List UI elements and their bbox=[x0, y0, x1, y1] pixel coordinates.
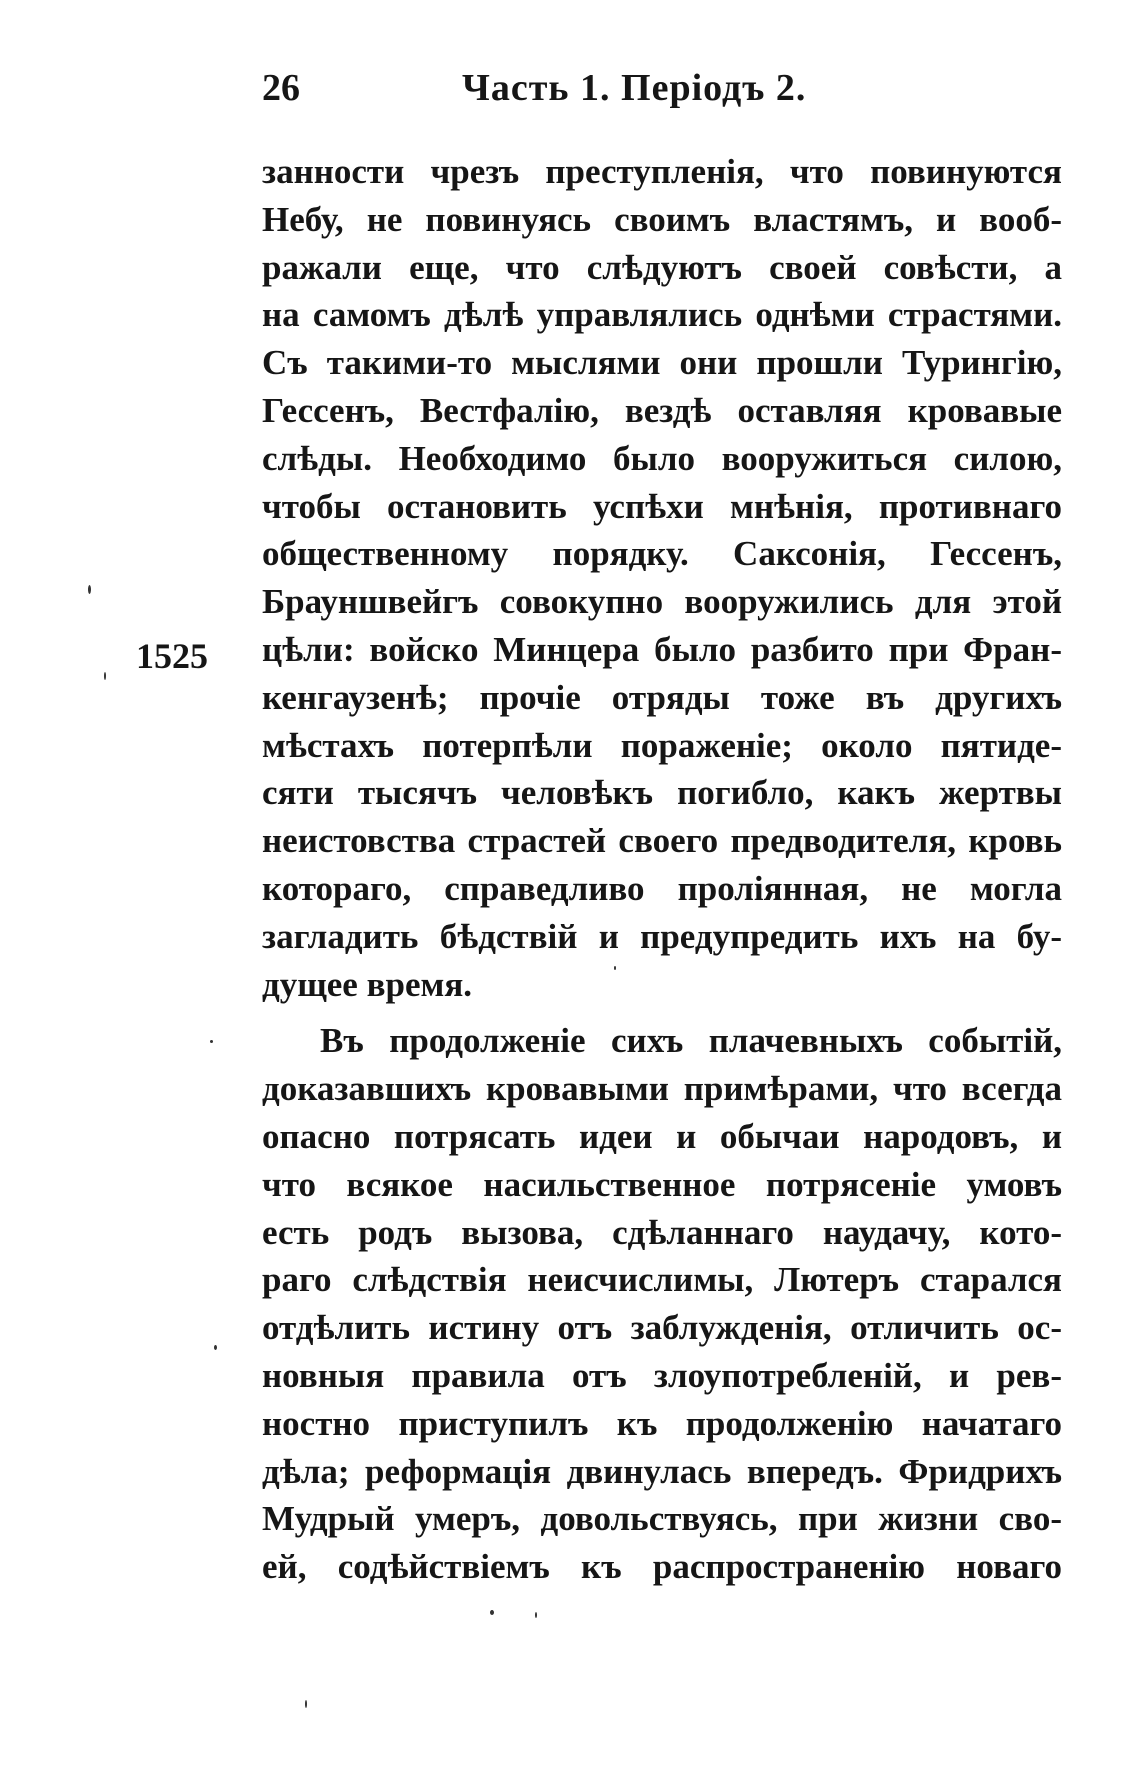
scan-speck bbox=[490, 1610, 494, 1615]
text-line: занности чрезъ преступленія, что повинуются bbox=[262, 152, 1062, 191]
text-line: опасно потрясать идеи и обычаи народовъ, и bbox=[262, 1116, 1062, 1156]
text-line: Въ продолженіе сихъ плачевныхъ событій, bbox=[320, 1021, 1062, 1061]
text-line: раго слѣдствія неисчислимы, Лютеръ старался bbox=[262, 1260, 1062, 1300]
text-line: неистовства страстей своего предводителя, кровь bbox=[262, 821, 1062, 861]
scan-speck bbox=[305, 1700, 307, 1708]
page-number: 26 bbox=[262, 67, 300, 109]
text-line: сяти тысячъ человѣкъ погибло, какъ жертвы bbox=[262, 773, 1062, 813]
running-title: Часть 1. Періодъ 2. bbox=[462, 67, 807, 109]
margin-year-note: 1525 bbox=[136, 636, 208, 676]
text-line: загладить бѣдствій и предупредить ихъ на бу- bbox=[262, 916, 1062, 956]
text-line: отдѣлить истину отъ заблужденія, отличить ос- bbox=[262, 1308, 1062, 1348]
scan-speck bbox=[214, 1345, 217, 1350]
paragraph-1 bbox=[262, 148, 1062, 1008]
text-line: Гессенъ, Вестфалію, вездѣ оставляя кровавые bbox=[262, 390, 1062, 430]
text-line: чтобы остановить успѣхи мнѣнія, противнаго bbox=[262, 486, 1062, 526]
text-line: котораго, справедливо проліянная, не могла bbox=[262, 868, 1062, 908]
body-text bbox=[262, 148, 1062, 1591]
scan-speck bbox=[614, 966, 616, 970]
text-line: Съ такими-то мыслями они прошли Турингію, bbox=[262, 343, 1062, 383]
text-line: Небу, не повинуясь своимъ властямъ, и вооб- bbox=[262, 199, 1062, 239]
text-line: ражали еще, что слѣдуютъ своей совѣсти, а bbox=[262, 247, 1062, 287]
text-line: Мудрый умеръ, довольствуясь, при жизни сво- bbox=[262, 1499, 1062, 1539]
text-line: есть родъ вызова, сдѣланнаго наудачу, кото- bbox=[262, 1212, 1062, 1252]
text-line: мѣстахъ потерпѣли пораженіе; около пятиде- bbox=[262, 725, 1062, 765]
text-line: дущее время. bbox=[262, 964, 472, 1004]
text-line: новныя правила отъ злоупотребленій, и рев- bbox=[262, 1355, 1062, 1395]
text-line: что всякое насильственное потрясеніе умовъ bbox=[262, 1164, 1062, 1204]
scan-speck bbox=[88, 585, 91, 594]
scan-speck bbox=[104, 672, 106, 680]
text-line: доказавшихъ кровавыми примѣрами, что всегда bbox=[262, 1069, 1062, 1109]
text-line: дѣла; реформація двинулась впередъ. Фридрихъ bbox=[262, 1451, 1062, 1491]
text-line: цѣли: войско Минцера было разбито при Фран- bbox=[262, 629, 1062, 669]
text-line: кенгаузенѣ; прочіе отряды тоже въ другихъ bbox=[262, 677, 1062, 717]
text-line: Брауншвейгъ совокупно вооружились для этой bbox=[262, 582, 1062, 622]
running-head bbox=[262, 66, 862, 116]
scan-speck bbox=[535, 1612, 537, 1618]
text-line: ей, содѣйствіемъ къ распространенію новаго bbox=[262, 1547, 1062, 1587]
paragraph-2 bbox=[262, 1017, 1062, 1591]
scan-speck bbox=[210, 1040, 213, 1043]
text-line: ностно приступилъ къ продолженію начатаго bbox=[262, 1403, 1062, 1443]
text-line: общественному порядку. Саксонія, Гессенъ, bbox=[262, 534, 1062, 574]
text-line: на самомъ дѣлѣ управлялись однѣми страстями. bbox=[262, 295, 1062, 335]
text-line: слѣды. Необходимо было вооружиться силою, bbox=[262, 438, 1062, 478]
